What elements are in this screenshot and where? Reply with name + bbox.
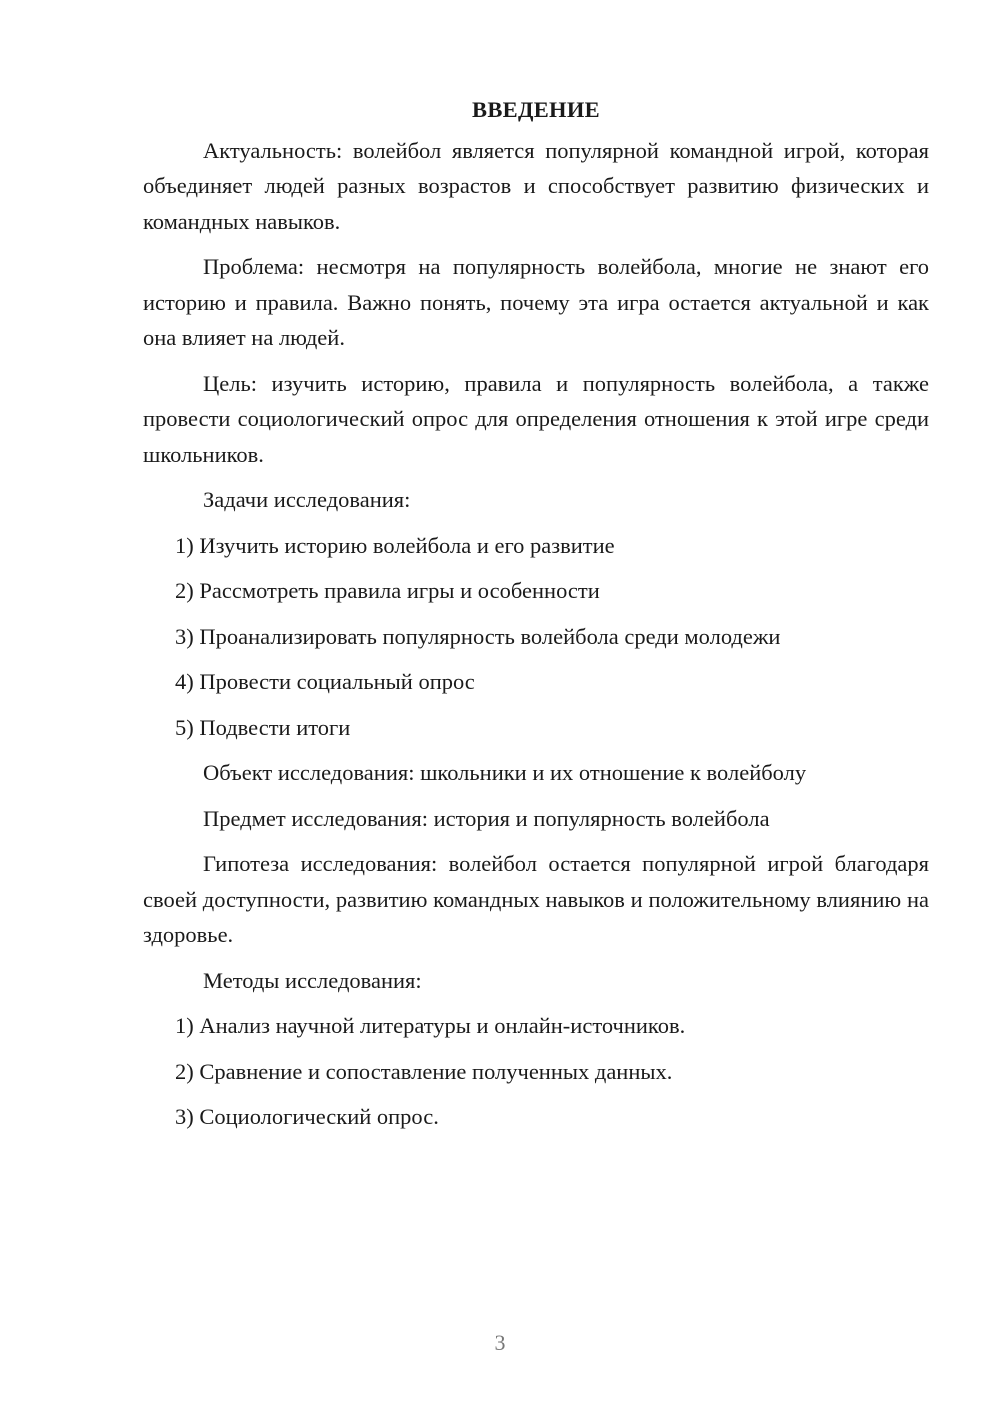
list-item: 2) Сравнение и сопоставление полученных данных.	[175, 1058, 673, 1084]
list-item: 1) Изучить историю волейбола и его развитие	[175, 532, 615, 558]
subject-paragraph: Предмет исследования: история и популярность волейбола	[203, 805, 770, 831]
tasks-label: Задачи исследования:	[203, 487, 411, 512]
hypothesis-paragraph: Гипотеза исследования: волейбол остается популярной игрой благодаря своей доступности, развитию командных навыков и положительному влиянию на здоровье.	[143, 851, 929, 947]
tasks-list	[143, 528, 929, 746]
page-number: 3	[494, 1330, 506, 1355]
page-title: ВВЕДЕНИЕ	[472, 97, 600, 122]
list-item: 2) Рассмотреть правила игры и особенности	[175, 578, 600, 603]
list-item: 5) Подвести итоги	[175, 714, 351, 740]
list-item: 3) Проанализировать популярность волейбола среди молодежи	[175, 623, 781, 649]
list-item: 3) Социологический опрос.	[175, 1104, 439, 1129]
document-page	[143, 92, 929, 1145]
problem-paragraph: Проблема: несмотря на популярность волейбола, многие не знают его историю и правила. Важно понять, почему эта игра остается актуальной и как она влияет на людей.	[143, 254, 929, 350]
list-item: 1) Анализ научной литературы и онлайн-источников.	[175, 1013, 686, 1038]
list-item: 4) Провести социальный опрос	[175, 669, 475, 694]
methods-label: Методы исследования:	[203, 967, 422, 993]
relevance-paragraph: Актуальность: волейбол является популярной командной игрой, которая объединяет людей разных возрастов и способствует развитию физических и командных навыков.	[143, 137, 929, 234]
goal-paragraph: Цель: изучить историю, правила и популярность волейбола, а также провести социологический опрос для определения отношения к этой игре среди школьников.	[143, 370, 929, 467]
methods-list	[143, 1008, 929, 1135]
object-paragraph: Объект исследования: школьники и их отношение к волейболу	[203, 760, 807, 785]
